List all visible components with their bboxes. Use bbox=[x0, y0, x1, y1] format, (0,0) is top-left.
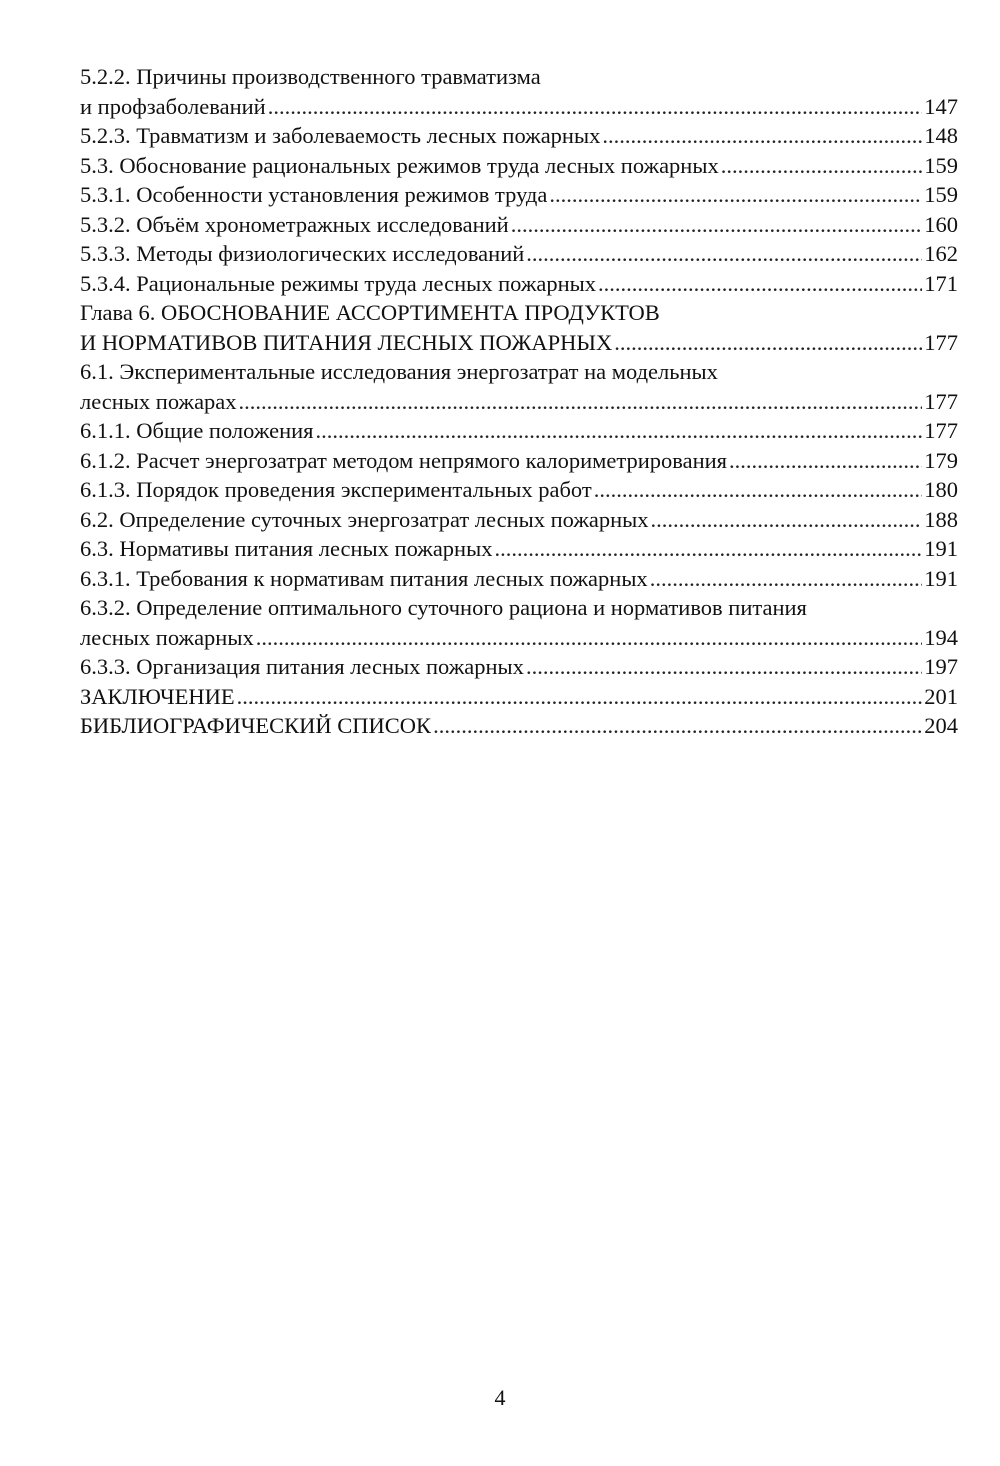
toc-entry-title: ЗАКЛЮЧЕНИЕ bbox=[80, 683, 235, 709]
toc-entry-page: 197 bbox=[924, 654, 958, 679]
dot-leader bbox=[602, 121, 922, 151]
toc-entry-page: 160 bbox=[924, 211, 958, 237]
toc-entry-page: 177 bbox=[924, 388, 958, 414]
dot-leader bbox=[650, 564, 923, 594]
toc-entry[interactable] bbox=[80, 151, 958, 181]
toc-entry-title: 5.3.2. Объём хронометражных исследований bbox=[80, 211, 509, 237]
dot-leader bbox=[594, 475, 923, 505]
dot-leader bbox=[598, 269, 922, 299]
toc-entry-title: лесных пожарах bbox=[80, 388, 237, 414]
toc-entry-title: и профзаболеваний bbox=[80, 93, 266, 119]
toc-entry-page: 147 bbox=[924, 93, 958, 119]
dot-leader bbox=[729, 446, 922, 476]
toc-entry-page: 191 bbox=[924, 536, 958, 561]
toc-entry-page: 180 bbox=[924, 477, 958, 502]
toc-entry-page: 159 bbox=[924, 182, 958, 207]
dot-leader bbox=[237, 682, 923, 712]
toc-entry-title: 6.3. Нормативы питания лесных пожарных bbox=[80, 536, 493, 561]
toc-entry-page: 204 bbox=[924, 713, 958, 738]
dot-leader bbox=[511, 210, 923, 240]
dot-leader bbox=[614, 328, 922, 358]
toc-entry[interactable] bbox=[80, 357, 958, 416]
toc-entry-page: 148 bbox=[924, 123, 958, 148]
toc-entry-title: 6.1.2. Расчет энергозатрат методом непрямого калориметрирования bbox=[80, 447, 728, 473]
toc-entry-page: 201 bbox=[924, 683, 958, 709]
page-number: 4 bbox=[494, 1385, 506, 1410]
toc-entry[interactable] bbox=[80, 475, 958, 505]
toc-entry-page: 162 bbox=[924, 241, 958, 266]
toc-entry-page: 177 bbox=[924, 329, 958, 355]
toc-entry[interactable] bbox=[80, 505, 958, 535]
toc-entry[interactable] bbox=[80, 210, 958, 240]
toc-entry-page: 159 bbox=[924, 152, 958, 178]
toc-entry-title: 6.1.3. Порядок проведения экспериментальных работ bbox=[80, 477, 592, 502]
toc-entry-title: 6.2. Определение суточных энергозатрат лесных пожарных bbox=[80, 506, 649, 532]
toc-entry-page: 191 bbox=[924, 565, 958, 591]
toc-entry-title: 5.3. Обоснование рациональных режимов труда лесных пожарных bbox=[80, 152, 719, 178]
toc-entry-title: 6.3.3. Организация питания лесных пожарных bbox=[80, 654, 524, 679]
toc-entry[interactable] bbox=[80, 269, 958, 299]
toc-entry[interactable] bbox=[80, 652, 958, 682]
toc-entry-page: 177 bbox=[924, 418, 958, 443]
toc-entry-title: 5.2.3. Травматизм и заболеваемость лесных пожарных bbox=[80, 123, 601, 148]
toc-entry-title: 5.3.1. Особенности установления режимов труда bbox=[80, 182, 548, 207]
dot-leader bbox=[651, 505, 923, 535]
toc-entry-title: лесных пожарных bbox=[80, 624, 254, 650]
toc-entry[interactable] bbox=[80, 711, 958, 741]
toc-entry-title: 6.1. Экспериментальные исследования энергозатрат на модельных bbox=[80, 359, 718, 384]
toc-entry-page: 179 bbox=[924, 447, 958, 473]
table-of-contents bbox=[80, 62, 958, 741]
toc-entry[interactable] bbox=[80, 298, 958, 357]
dot-leader bbox=[316, 416, 923, 446]
toc-entry[interactable] bbox=[80, 534, 958, 564]
toc-entry-title: БИБЛИОГРАФИЧЕСКИЙ СПИСОК bbox=[80, 713, 432, 738]
toc-entry[interactable] bbox=[80, 682, 958, 712]
dot-leader bbox=[433, 711, 922, 741]
toc-entry[interactable] bbox=[80, 416, 958, 446]
dot-leader bbox=[526, 239, 922, 269]
dot-leader bbox=[239, 387, 923, 417]
dot-leader bbox=[494, 534, 922, 564]
toc-entry[interactable] bbox=[80, 121, 958, 151]
toc-entry-title: 6.3.1. Требования к нормативам питания лесных пожарных bbox=[80, 565, 648, 591]
toc-entry-title: 6.3.2. Определение оптимального суточного рациона и нормативов питания bbox=[80, 595, 807, 620]
toc-entry-title: И НОРМАТИВОВ ПИТАНИЯ ЛЕСНЫХ ПОЖАРНЫХ bbox=[80, 329, 613, 355]
dot-leader bbox=[256, 623, 923, 653]
toc-entry-title: 5.2.2. Причины производственного травматизма bbox=[80, 64, 541, 89]
dot-leader bbox=[721, 151, 923, 181]
dot-leader bbox=[268, 92, 923, 122]
dot-leader bbox=[526, 652, 922, 682]
toc-entry-page: 194 bbox=[924, 624, 958, 650]
toc-entry-title: 5.3.3. Методы физиологических исследований bbox=[80, 241, 525, 266]
toc-entry[interactable] bbox=[80, 239, 958, 269]
toc-entry-title: 5.3.4. Рациональные режимы труда лесных пожарных bbox=[80, 270, 597, 296]
toc-entry[interactable] bbox=[80, 180, 958, 210]
toc-entry-page: 188 bbox=[924, 506, 958, 532]
toc-entry[interactable] bbox=[80, 62, 958, 121]
dot-leader bbox=[549, 180, 922, 210]
toc-entry[interactable] bbox=[80, 446, 958, 476]
toc-entry[interactable] bbox=[80, 564, 958, 594]
toc-entry-title: 6.1.1. Общие положения bbox=[80, 418, 314, 443]
toc-entry-page: 171 bbox=[924, 270, 958, 296]
toc-entry-title: Глава 6. ОБОСНОВАНИЕ АССОРТИМЕНТА ПРОДУКТОВ bbox=[80, 300, 660, 325]
toc-entry[interactable] bbox=[80, 593, 958, 652]
